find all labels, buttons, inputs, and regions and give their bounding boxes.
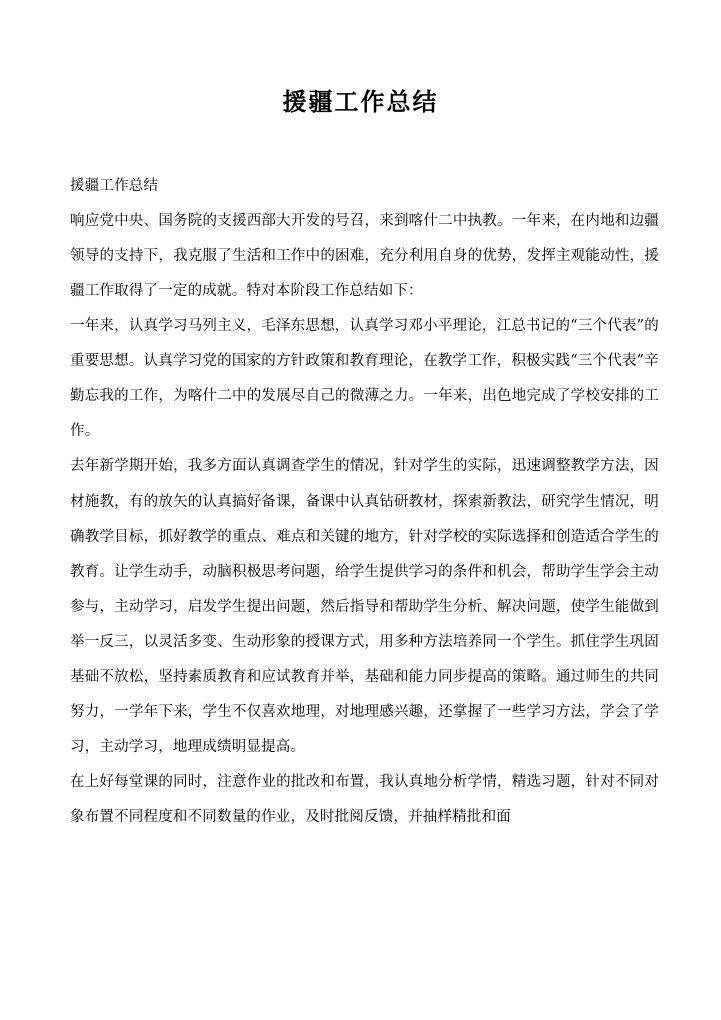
paragraph: 去年新学期开始，我多方面认真调查学生的情况，针对学生的实际，迅速调整教学方法，因材施教，有的放矢的认真搞好备课，备课中认真钻研教材，探索新教法，研究学生情况，明确教学目标，抓好教学的重点、难点和关键的地方，针对学校的实际选择和创造适合学生的教育。让学生动手，动脑积极思考问题，给学生提供学习的条件和机会，帮助学生学会主动参与，主动学习，启发学生提出问题，然后指导和帮助学生分析、解决问题，使学生能做到举一反三，以灵活多变、生动形象的授课方式，用多种方法培养同一个学生。抓住学生巩固基础不放松，坚持素质教育和应试教育并举，基础和能力同步提高的策略。通过师生的共同努力，一学年下来，学生不仅喜欢地理，对地理感兴趣，还掌握了一些学习方法，学会了学习，主动学习，地理成绩明显提高。	[70, 458, 659, 756]
document-body	[62, 169, 659, 835]
page-title: 援疆工作总结	[282, 87, 439, 116]
paragraph: 响应党中央、国务院的支援西部大开发的号召，来到喀什二中执教。一年来，在内地和边疆领导的支持下，我克服了生活和工作中的困难，充分利用自身的优势，发挥主观能动性，援疆工作取得了一定的成就。特对本阶段工作总结如下：	[70, 212, 659, 300]
paragraph: 一年来，认真学习马列主义，毛泽东思想，认真学习邓小平理论，江总书记的“三个代表”的重要思想。认真学习党的国家的方针政策和教育理论，在教学工作，积极实践“三个代表”辛勤忘我的工作，为喀什二中的发展尽自己的微薄之力。一年来，出色地完成了学校安排的工作。	[70, 318, 659, 440]
paragraph: 援疆工作总结	[70, 177, 159, 194]
paragraph: 在上好每堂课的同时，注意作业的批改和布置，我认真地分析学情，精选习题，针对不同对象布置不同程度和不同数量的作业，及时批阅反馈，并抽样精批和面	[70, 774, 659, 826]
